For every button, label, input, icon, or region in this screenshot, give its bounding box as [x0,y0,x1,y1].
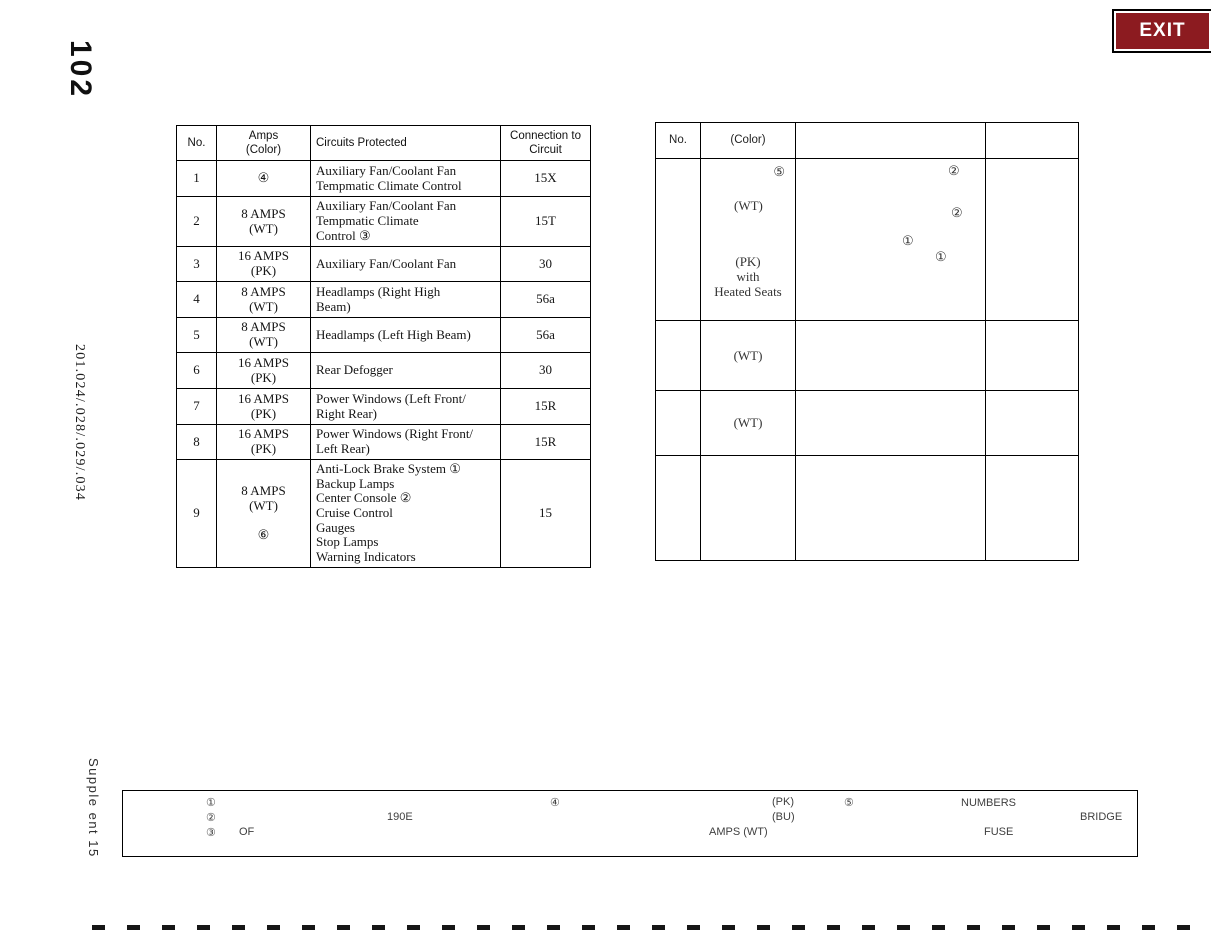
cell-amps: 16 AMPS (PK) [217,425,311,460]
cell-no: 3 [177,247,217,282]
note-mark: ① [935,249,947,264]
cell-no: 1 [177,161,217,197]
table-row [177,353,591,389]
cell-connection: 30 [501,247,591,282]
note-text-fuse: FUSE [984,826,1014,838]
table-row [177,425,591,460]
note-text-amps-wt: AMPS (WT) [709,826,768,838]
table-row [177,282,591,318]
cell-connection: 15T [501,197,591,247]
note-text-model: 190E [387,811,413,823]
cell-no: 5 [177,318,217,353]
note-text-bu: (BU) [772,811,795,823]
header-connection-to-circuit: Connection to Circuit [501,126,591,161]
legend-box [122,790,1138,857]
empty-cell [656,391,701,456]
table-row [177,460,591,568]
empty-cell [656,456,701,561]
note-text-numbers: NUMBERS [961,797,1017,809]
cell-amps: 8 AMPS (WT) [217,318,311,353]
cell-no: 7 [177,389,217,425]
empty-cell [796,321,986,391]
cell-no: 9 [177,460,217,568]
empty-cell [986,159,1079,321]
empty-cell [986,391,1079,456]
empty-cell [796,391,986,456]
cell-no: 4 [177,282,217,318]
empty-cell [656,159,701,321]
empty-cell [986,321,1079,391]
note-text-of: OF [239,826,255,838]
cell-circuits: Anti-Lock Brake System ① Backup Lamps Center Console ② Cruise Control Gauges Stop Lamps Warning Indicators [311,460,501,568]
page-number: 102 [64,40,97,100]
note-text-pk: (PK) [772,796,794,808]
cell-connection: 56a [501,318,591,353]
cell-circuits: Headlamps (Left High Beam) [311,318,501,353]
cell-color [701,159,796,321]
doc-code: 201.024/.028/.029/.034 [72,344,87,502]
table-row [656,159,1079,321]
cell-no: 6 [177,353,217,389]
cell-amps: 16 AMPS (PK) [217,389,311,425]
empty-cell [986,456,1079,561]
color-pk-heated-seats-label: (PK) with Heated Seats [714,254,782,299]
note-4-mark: ④ [550,797,560,809]
table-row [177,161,591,197]
note-1-mark: ① [206,797,216,809]
header-circuits-protected: Circuits Protected [311,126,501,161]
table-row [656,391,1079,456]
cell-connection: 15R [501,425,591,460]
cell-color: (WT) [701,321,796,391]
header-no: No. [177,126,217,161]
empty-header-cell [796,123,986,159]
cell-circuits: Auxiliary Fan/Coolant Fan Tempmatic Climate Control [311,161,501,197]
cell-circuits: Rear Defogger [311,353,501,389]
cell-amps: 16 AMPS (PK) [217,247,311,282]
note-mark: ② [948,163,960,178]
cell-circuits: Auxiliary Fan/Coolant Fan [311,247,501,282]
bridge-table [655,122,1079,561]
cell-circuits: Power Windows (Right Front/ Left Rear) [311,425,501,460]
supplement-label: Supple ent 15 [86,758,101,858]
table-row [656,321,1079,391]
note-text-bridge: BRIDGE [1080,811,1123,823]
fuse-table [176,125,591,568]
cell-circuits: Power Windows (Left Front/ Right Rear) [311,389,501,425]
cell-connection: 15R [501,389,591,425]
note-5-mark: ⑤ [844,797,854,809]
empty-cell [796,456,986,561]
note-mark: ② [951,205,963,220]
cell-connection: 15 [501,460,591,568]
table-row [177,247,591,282]
header-no: No. [656,123,701,159]
cell-amps: 8 AMPS (WT) ⑥ [217,460,311,568]
cell-amps: 16 AMPS (PK) [217,353,311,389]
table-row [656,456,1079,561]
cell-amps: 8 AMPS (WT) [217,282,311,318]
cell-circuits: Auxiliary Fan/Coolant Fan Tempmatic Climate Control ③ [311,197,501,247]
empty-header-cell [986,123,1079,159]
cell-no: 8 [177,425,217,460]
fuse-table-header-row [177,126,591,161]
cell-no: 2 [177,197,217,247]
cell-amps: ④ [217,161,311,197]
color-wt-label: (WT) [734,198,763,213]
note-2-mark: ② [206,812,216,824]
exit-button-label: EXIT [1116,13,1209,49]
exit-button[interactable] [1112,9,1211,53]
cell-color: (WT) [701,391,796,456]
note-3-mark: ③ [206,827,216,839]
header-amps-color: Amps (Color) [217,126,311,161]
cell-connection: 15X [501,161,591,197]
cell-connection: 30 [501,353,591,389]
bridge-table-header-row [656,123,1079,159]
empty-cell [656,321,701,391]
header-color: (Color) [701,123,796,159]
note-mark: ① [902,233,914,248]
cell-circuits: Headlamps (Right High Beam) [311,282,501,318]
cell-amps: 8 AMPS (WT) [217,197,311,247]
cell-connection: 56a [501,282,591,318]
cell-diagram-marks [796,159,986,321]
empty-cell [701,456,796,561]
table-row [177,197,591,247]
table-row [177,389,591,425]
table-row [177,318,591,353]
scan-artifact-dashes [92,925,1211,930]
note-mark: ⑤ [773,164,785,179]
